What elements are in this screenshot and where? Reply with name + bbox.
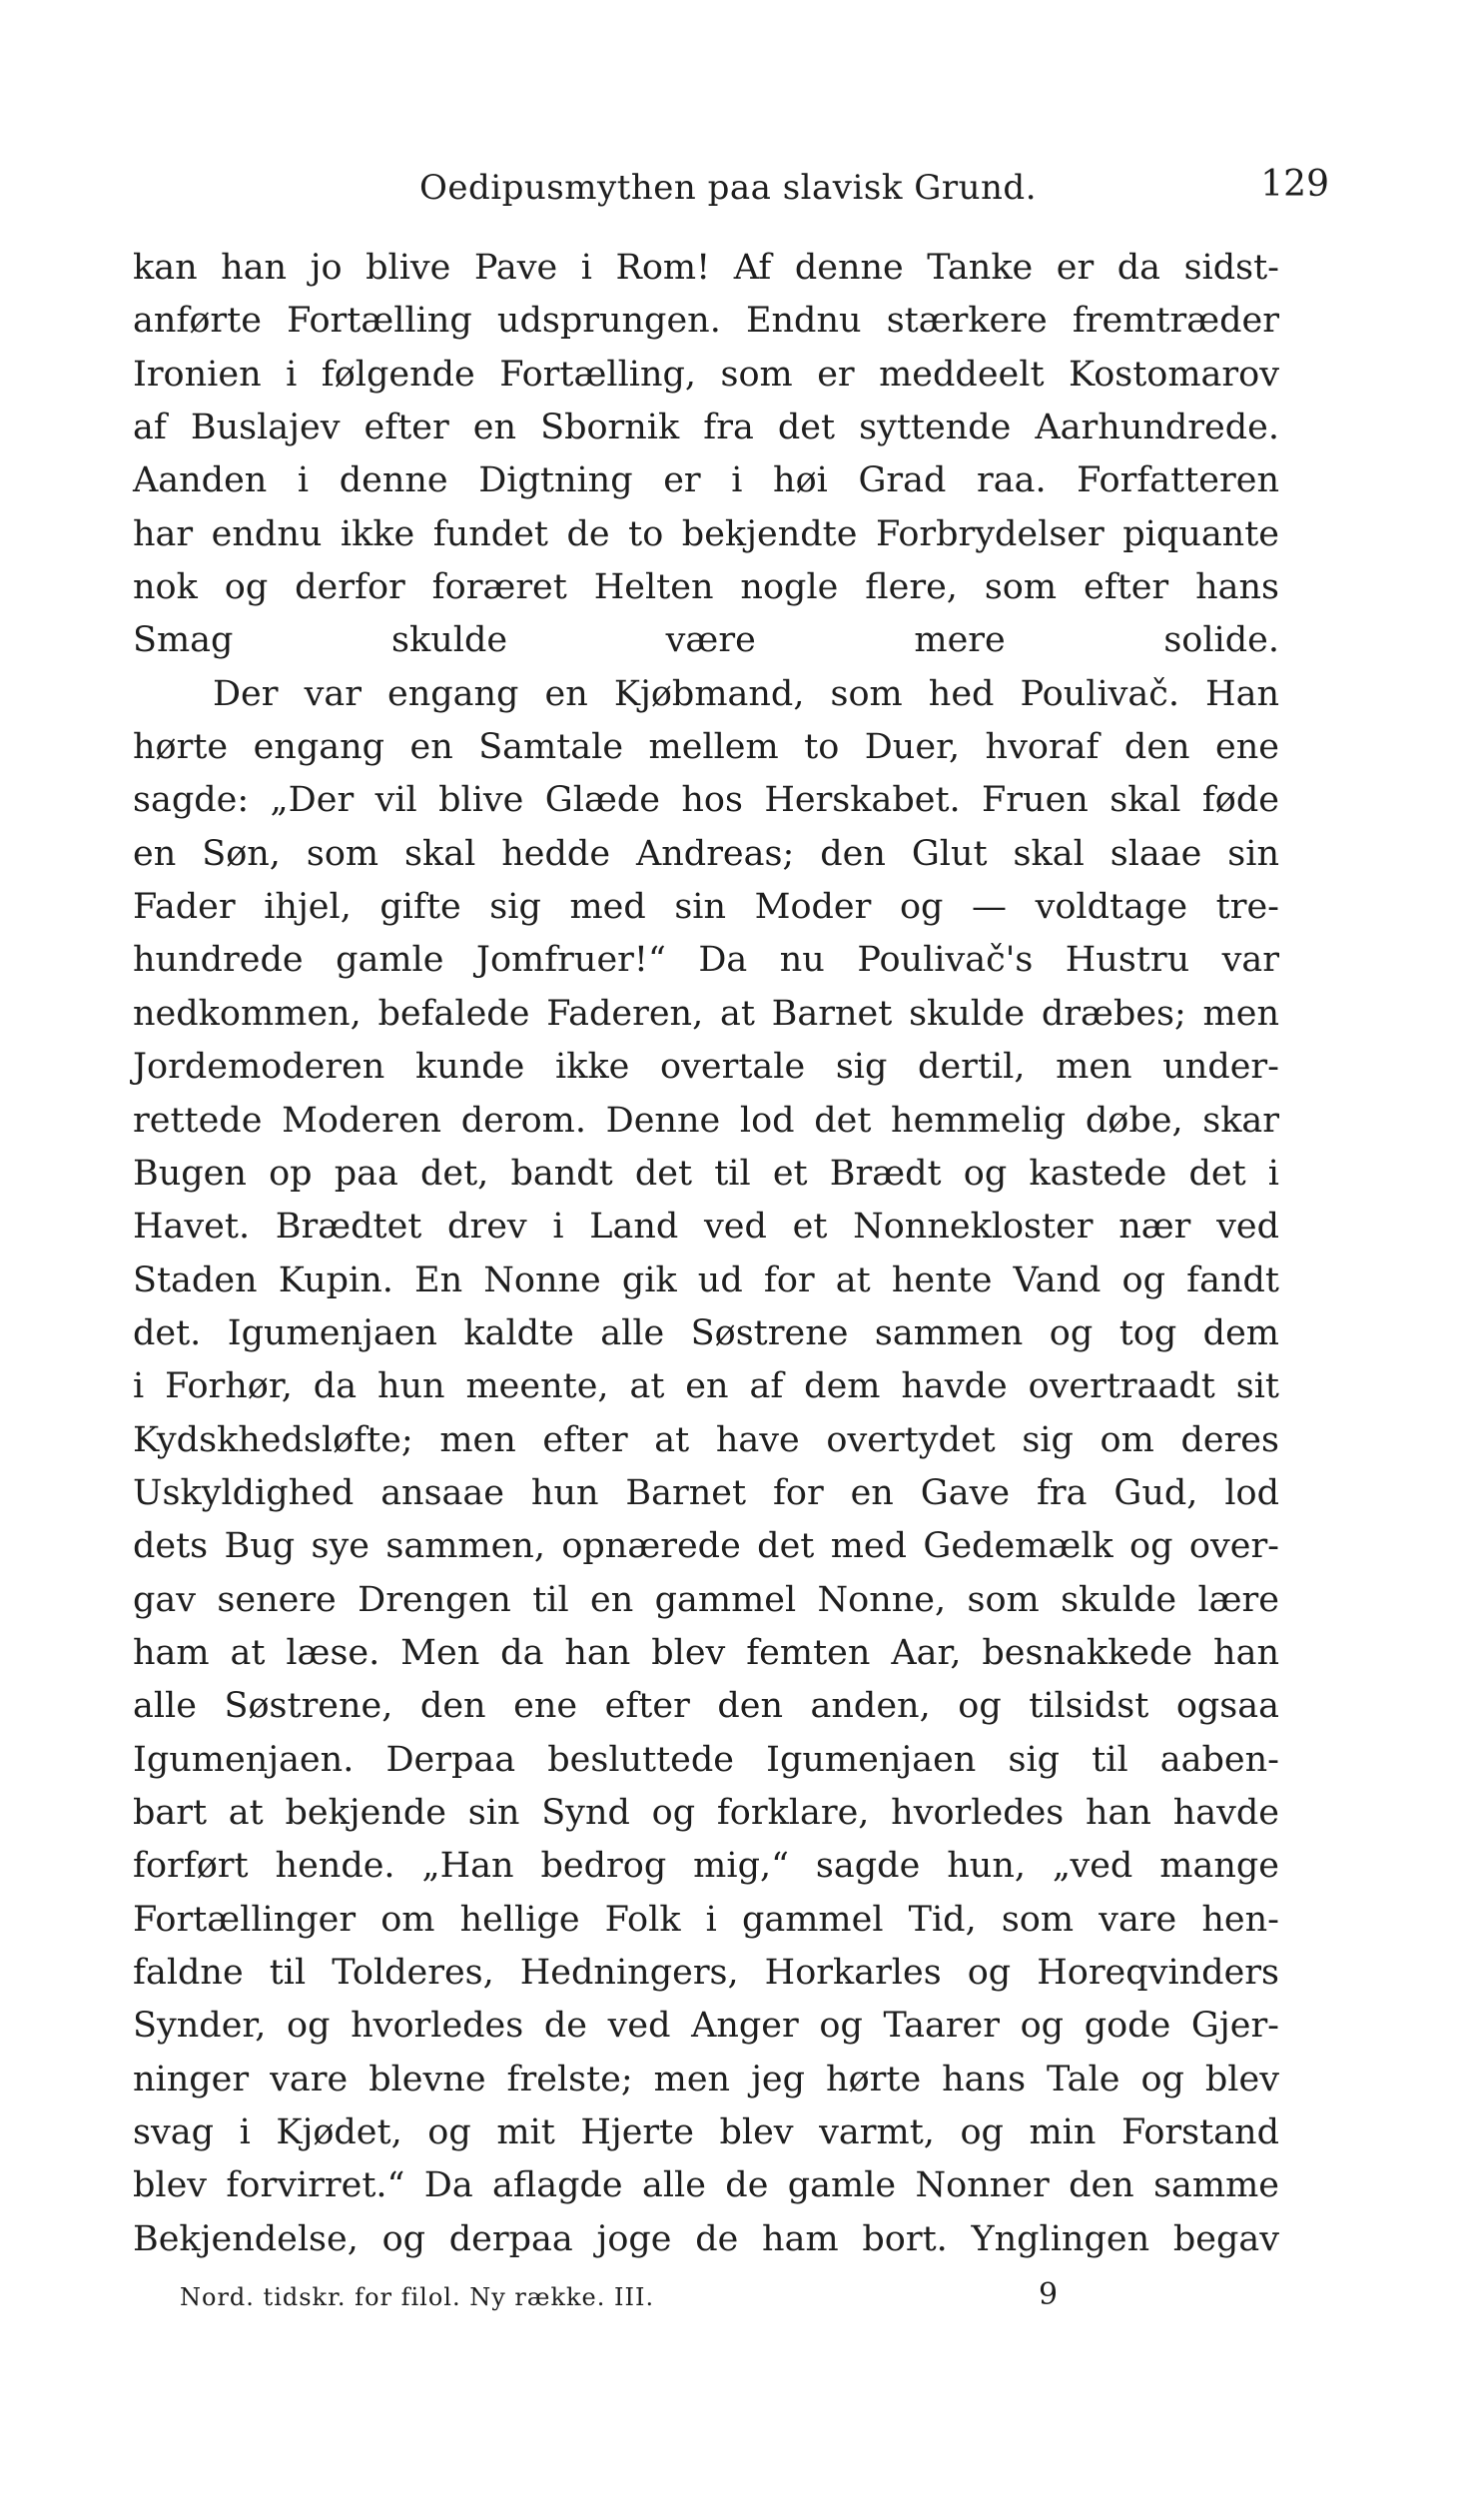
text-line: dets Bug sye sammen, opnærede det med Gedemælk og over- (133, 1526, 1279, 1567)
footer-signature: Nord. tidskr. for filol. Ny række. III. (180, 2283, 655, 2311)
text-line: Jordemoderen kunde ikke overtale sig dertil, men under- (133, 1047, 1279, 1088)
text-line: rettede Moderen derom. Denne lod det hemmelig døbe, skar (133, 1100, 1279, 1141)
text-line: Ironien i følgende Fortælling, som er meddeelt Kostomarov (133, 354, 1279, 395)
text-line: i Forhør, da hun meente, at en af dem havde overtraadt sit (133, 1366, 1279, 1407)
text-line: Staden Kupin. En Nonne gik ud for at hente Vand og fandt (133, 1259, 1279, 1300)
text-line: Bekjendelse, og derpaa joge de ham bort. Ynglingen begav (133, 2218, 1279, 2259)
text-line: Der var engang en Kjøbmand, som hed Poulivač. Han (213, 673, 1279, 714)
text-line: nedkommen, befalede Faderen, at Barnet skulde dræbes; men (133, 993, 1279, 1034)
text-line: af Buslajev efter en Sbornik fra det syttende Aarhundrede. (133, 408, 1279, 448)
text-line: bart at bekjende sin Synd og forklare, hvorledes han havde (133, 1792, 1279, 1833)
text-line: svag i Kjødet, og mit Hjerte blev varmt, og min Forstand (133, 2112, 1279, 2153)
text-line: ninger vare blevne frelste; men jeg hørte hans Tale og blev (133, 2059, 1279, 2099)
running-title: Oedipusmythen paa slavisk Grund. (419, 168, 1038, 208)
text-line: faldne til Tolderes, Hedningers, Horkarles og Horeqvinders (133, 1953, 1279, 1993)
page-number: 129 (1260, 164, 1329, 205)
text-line: det. Igumenjaen kaldte alle Søstrene sammen og tog dem (133, 1312, 1279, 1353)
text-line: ham at læse. Men da han blev femten Aar, besnakkede han (133, 1632, 1279, 1673)
text-line: anførte Fortælling udsprungen. Endnu stærkere fremtræder (133, 301, 1279, 342)
text-line: har endnu ikke fundet de to bekjendte Forbrydelser piquante (133, 513, 1279, 554)
text-line: hundrede gamle Jomfruer!“ Da nu Poulivač's Hustru var (133, 940, 1279, 981)
text-line: kan han jo blive Pave i Rom! Af denne Tanke er da sidst- (133, 248, 1279, 288)
text-line: hørte engang en Samtale mellem to Duer, hvoraf den ene (133, 727, 1279, 768)
text-line: Bugen op paa det, bandt det til et Brædt og kastede det i (133, 1153, 1279, 1194)
page-footer (180, 2277, 1278, 2323)
text-line: Uskyldighed ansaae hun Barnet for en Gave fra Gud, lod (133, 1472, 1279, 1513)
text-line: Kydskhedsløfte; men efter at have overtydet sig om deres (133, 1419, 1279, 1460)
text-line: Fortællinger om hellige Folk i gammel Tid, som vare hen- (133, 1899, 1279, 1940)
text-line: blev forvirret.“ Da aflagde alle de gamle Nonner den samme (133, 2165, 1279, 2206)
body-text (133, 242, 1279, 2266)
sheet-number: 9 (1039, 2277, 1059, 2312)
text-line: en Søn, som skal hedde Andreas; den Glut skal slaae sin (133, 833, 1279, 874)
text-line: sagde: „Der vil blive Glæde hos Herskabet. Fruen skal føde (133, 780, 1279, 821)
text-line: Havet. Brædtet drev i Land ved et Nonnekloster nær ved (133, 1207, 1279, 1248)
text-line: alle Søstrene, den ene efter den anden, og tilsidst ogsaa (133, 1686, 1279, 1727)
text-line: Igumenjaen. Derpaa besluttede Igumenjaen sig til aaben- (133, 1739, 1279, 1780)
text-line: Aanden i denne Digtning er i høi Grad raa. Forfatteren (133, 460, 1279, 501)
text-line: nok og derfor foræret Helten nogle flere, som efter hans (133, 567, 1279, 608)
running-head (130, 164, 1329, 218)
text-line: Smag skulde være mere solide. (133, 620, 1279, 661)
text-line: gav senere Drengen til en gammel Nonne, som skulde lære (133, 1579, 1279, 1620)
text-line: Synder, og hvorledes de ved Anger og Taarer og gode Gjer- (133, 2006, 1279, 2047)
text-line: forført hende. „Han bedrog mig,“ sagde hun, „ved mange (133, 1846, 1279, 1887)
text-line: Fader ihjel, gifte sig med sin Moder og — voldtage tre- (133, 887, 1279, 928)
